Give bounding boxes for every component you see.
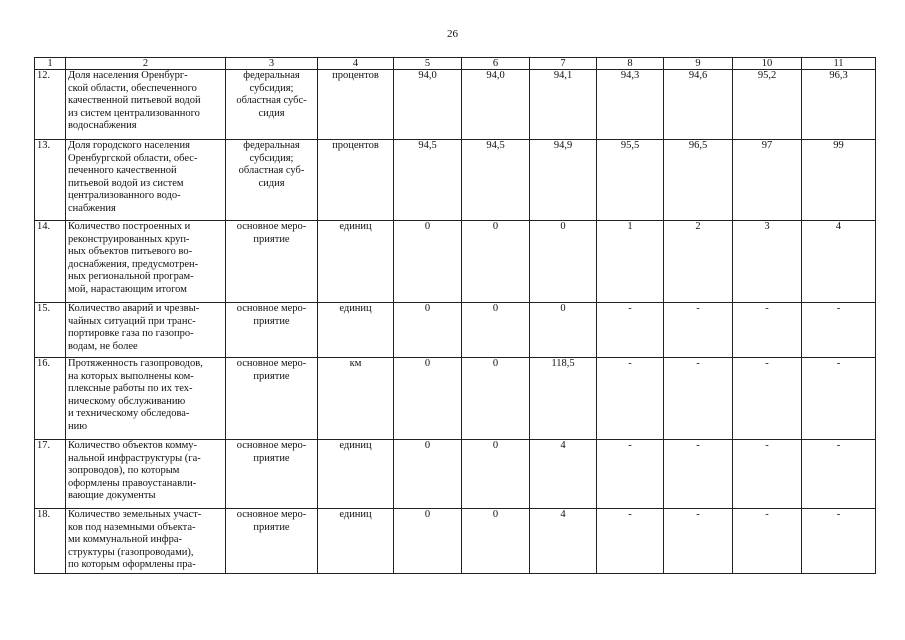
column-header: 3	[226, 58, 318, 70]
value-cell: -	[664, 303, 733, 358]
unit-cell: процентов	[318, 140, 394, 221]
indicators-table	[34, 57, 876, 574]
column-header: 7	[530, 58, 597, 70]
table-header-row	[35, 58, 876, 70]
unit-cell: единиц	[318, 221, 394, 303]
table-row	[35, 509, 876, 574]
value-cell: 94,9	[530, 140, 597, 221]
value-cell: -	[802, 303, 876, 358]
indicator-name-cell: Количество построенных и реконструированных круп- ных объектов питьевого во- доснабжения, предусмотрен- ных региональной програм- мой, нарастающим итогом	[66, 221, 226, 303]
value-cell: 0	[394, 221, 462, 303]
value-cell: 95,5	[597, 140, 664, 221]
funding-source-cell: федеральная субсидия; областная суб- сидия	[226, 140, 318, 221]
value-cell: -	[597, 440, 664, 509]
value-cell: 94,0	[462, 70, 530, 140]
column-header: 9	[664, 58, 733, 70]
table-row	[35, 440, 876, 509]
value-cell: -	[733, 440, 802, 509]
value-cell: 0	[462, 440, 530, 509]
value-cell: 94,5	[394, 140, 462, 221]
value-cell: 96,5	[664, 140, 733, 221]
value-cell: -	[802, 440, 876, 509]
value-cell: -	[664, 358, 733, 440]
table-row	[35, 140, 876, 221]
value-cell: 97	[733, 140, 802, 221]
value-cell: -	[733, 509, 802, 574]
value-cell: 0	[394, 358, 462, 440]
value-cell: 4	[530, 509, 597, 574]
value-cell: 0	[394, 509, 462, 574]
value-cell: -	[664, 509, 733, 574]
funding-source-cell: основное меро- приятие	[226, 303, 318, 358]
row-number-cell: 14.	[35, 221, 66, 303]
value-cell: 94,6	[664, 70, 733, 140]
funding-source-cell: федеральная субсидия; областная субс- сидия	[226, 70, 318, 140]
row-number-cell: 16.	[35, 358, 66, 440]
value-cell: -	[802, 509, 876, 574]
row-number-cell: 17.	[35, 440, 66, 509]
indicator-name-cell: Доля населения Оренбург- ской области, обеспеченного качественной питьевой водой из систем централизованного водоснабжения	[66, 70, 226, 140]
value-cell: 94,1	[530, 70, 597, 140]
value-cell: 94,0	[394, 70, 462, 140]
unit-cell: единиц	[318, 440, 394, 509]
value-cell: 0	[530, 221, 597, 303]
value-cell: -	[802, 358, 876, 440]
value-cell: 0	[394, 303, 462, 358]
value-cell: 2	[664, 221, 733, 303]
value-cell: 4	[530, 440, 597, 509]
row-number-cell: 18.	[35, 509, 66, 574]
column-header: 6	[462, 58, 530, 70]
value-cell: 0	[462, 221, 530, 303]
row-number-cell: 12.	[35, 70, 66, 140]
value-cell: 118,5	[530, 358, 597, 440]
value-cell: 1	[597, 221, 664, 303]
value-cell: 3	[733, 221, 802, 303]
table-row	[35, 70, 876, 140]
value-cell: -	[597, 303, 664, 358]
value-cell: -	[597, 358, 664, 440]
value-cell: 0	[462, 509, 530, 574]
unit-cell: единиц	[318, 303, 394, 358]
row-number-cell: 13.	[35, 140, 66, 221]
column-header: 2	[66, 58, 226, 70]
unit-cell: км	[318, 358, 394, 440]
table-body	[35, 70, 876, 574]
funding-source-cell: основное меро- приятие	[226, 221, 318, 303]
unit-cell: единиц	[318, 509, 394, 574]
value-cell: 94,5	[462, 140, 530, 221]
value-cell: 94,3	[597, 70, 664, 140]
value-cell: -	[597, 509, 664, 574]
unit-cell: процентов	[318, 70, 394, 140]
value-cell: 95,2	[733, 70, 802, 140]
funding-source-cell: основное меро- приятие	[226, 440, 318, 509]
column-header: 5	[394, 58, 462, 70]
value-cell: 0	[394, 440, 462, 509]
value-cell: 0	[530, 303, 597, 358]
column-header: 4	[318, 58, 394, 70]
indicator-name-cell: Количество объектов комму- нальной инфраструктуры (га- зопроводов), по которым оформлены правоустанавли- вающие документы	[66, 440, 226, 509]
value-cell: 0	[462, 358, 530, 440]
indicator-name-cell: Доля городского населения Оренбургской области, обес- печенного качественной питьевой водой из систем централизованного водо- снабжения	[66, 140, 226, 221]
column-header: 8	[597, 58, 664, 70]
value-cell: -	[664, 440, 733, 509]
column-header: 1	[35, 58, 66, 70]
value-cell: -	[733, 303, 802, 358]
value-cell: 4	[802, 221, 876, 303]
indicator-name-cell: Количество аварий и чрезвы- чайных ситуаций при транс- портировке газа по газопро- водам, не более	[66, 303, 226, 358]
row-number-cell: 15.	[35, 303, 66, 358]
funding-source-cell: основное меро- приятие	[226, 358, 318, 440]
table-row	[35, 221, 876, 303]
value-cell: 0	[462, 303, 530, 358]
funding-source-cell: основное меро- приятие	[226, 509, 318, 574]
value-cell: 99	[802, 140, 876, 221]
column-header: 11	[802, 58, 876, 70]
indicator-name-cell: Количество земельных участ- ков под наземными объекта- ми коммунальной инфра- структуры (газопроводами), по которым оформлены пра-	[66, 509, 226, 574]
table-row	[35, 358, 876, 440]
table-row	[35, 303, 876, 358]
value-cell: -	[733, 358, 802, 440]
column-header: 10	[733, 58, 802, 70]
page-number: 26	[447, 28, 458, 40]
value-cell: 96,3	[802, 70, 876, 140]
indicator-name-cell: Протяженность газопроводов, на которых выполнены ком- плексные работы по их тех- ническому обслуживанию и техническому обследова- нию	[66, 358, 226, 440]
